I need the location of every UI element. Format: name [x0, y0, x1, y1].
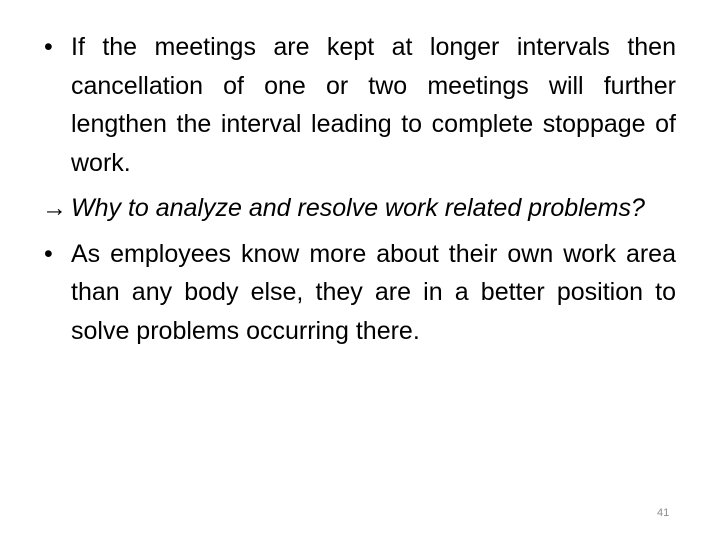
bullet-text: If the meetings are kept at longer intervals then cancellation of one or two meetings will further lengthen the interval leading to complete stoppage of work.: [71, 33, 676, 177]
question-text: Why to analyze and resolve work related problems?: [71, 194, 645, 222]
bullet-icon: •: [44, 239, 53, 268]
bullet-item-employee-knowledge: [44, 235, 676, 351]
slide-content: [44, 28, 676, 357]
bullet-item-meeting-intervals: [44, 28, 676, 182]
question-item: [44, 189, 676, 228]
bullet-text: As employees know more about their own work area than any body else, they are in a better position to solve problems occurring there.: [71, 239, 676, 345]
page-number: 41: [657, 507, 670, 519]
arrow-right-icon: →: [42, 194, 67, 222]
bullet-icon: •: [44, 33, 53, 61]
